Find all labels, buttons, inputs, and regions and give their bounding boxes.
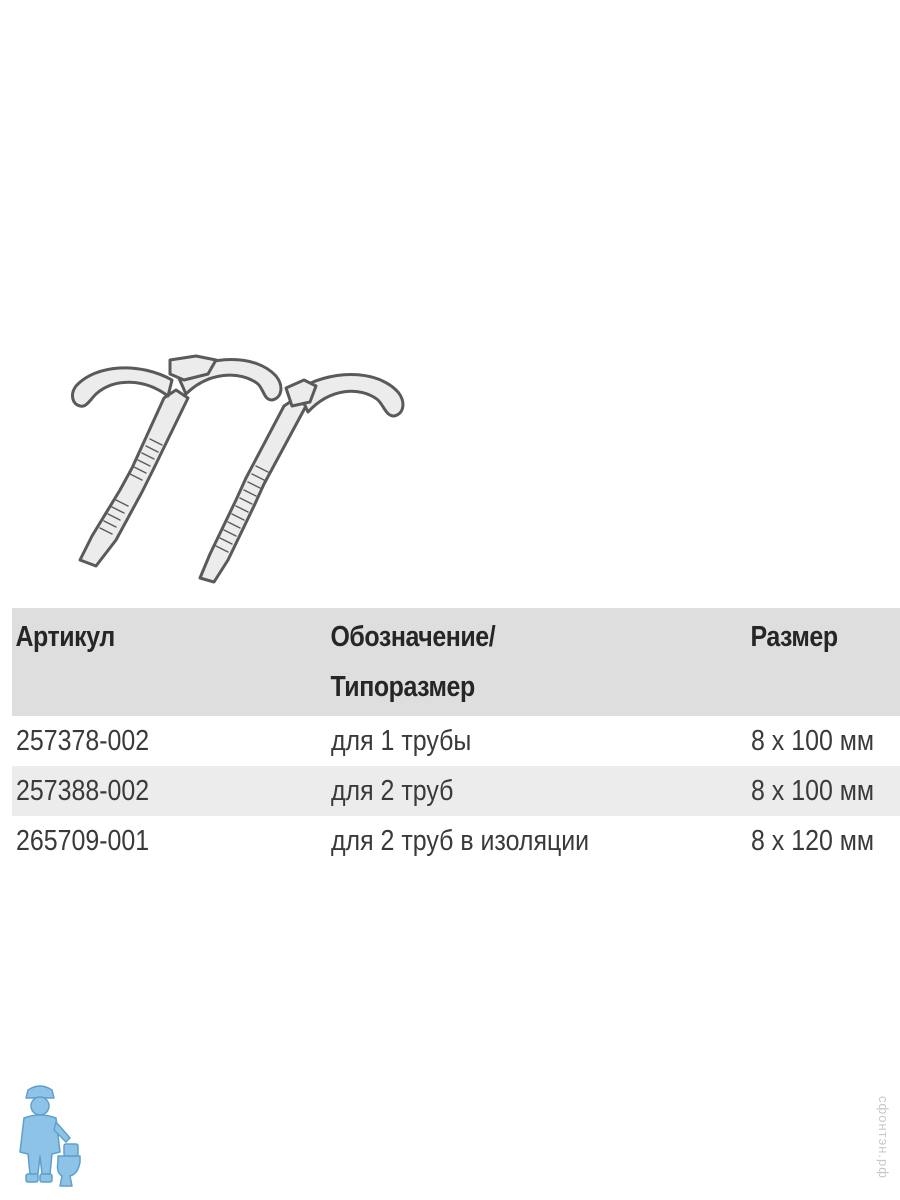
row-size: 8 х 120 мм	[751, 825, 875, 857]
table-row	[12, 766, 900, 816]
table-header-row	[12, 608, 900, 716]
watermark	[868, 1082, 898, 1192]
column-header-size: Размер	[750, 621, 838, 653]
row-size: 8 х 100 мм	[751, 725, 875, 757]
row-designation: для 1 трубы	[331, 725, 472, 757]
watermark-text: сфонтэн.рф	[875, 1095, 891, 1179]
spec-table	[12, 608, 900, 866]
row-article: 265709-001	[16, 825, 150, 857]
column-header-article: Артикул	[15, 621, 115, 653]
plumber-logo-icon	[8, 1082, 84, 1192]
row-size: 8 х 100 мм	[751, 775, 875, 807]
pipe-hook-illustration	[60, 340, 430, 590]
table-row	[12, 816, 900, 866]
row-designation: для 2 труб в изоляции	[331, 825, 590, 857]
double-pipe-hook-icon	[73, 356, 403, 582]
row-article: 257388-002	[16, 775, 150, 807]
column-header-designation: Обозначение/ Типоразмер	[330, 621, 496, 703]
row-designation: для 2 труб	[331, 775, 454, 807]
table-row	[12, 716, 900, 766]
row-article: 257378-002	[16, 725, 150, 757]
